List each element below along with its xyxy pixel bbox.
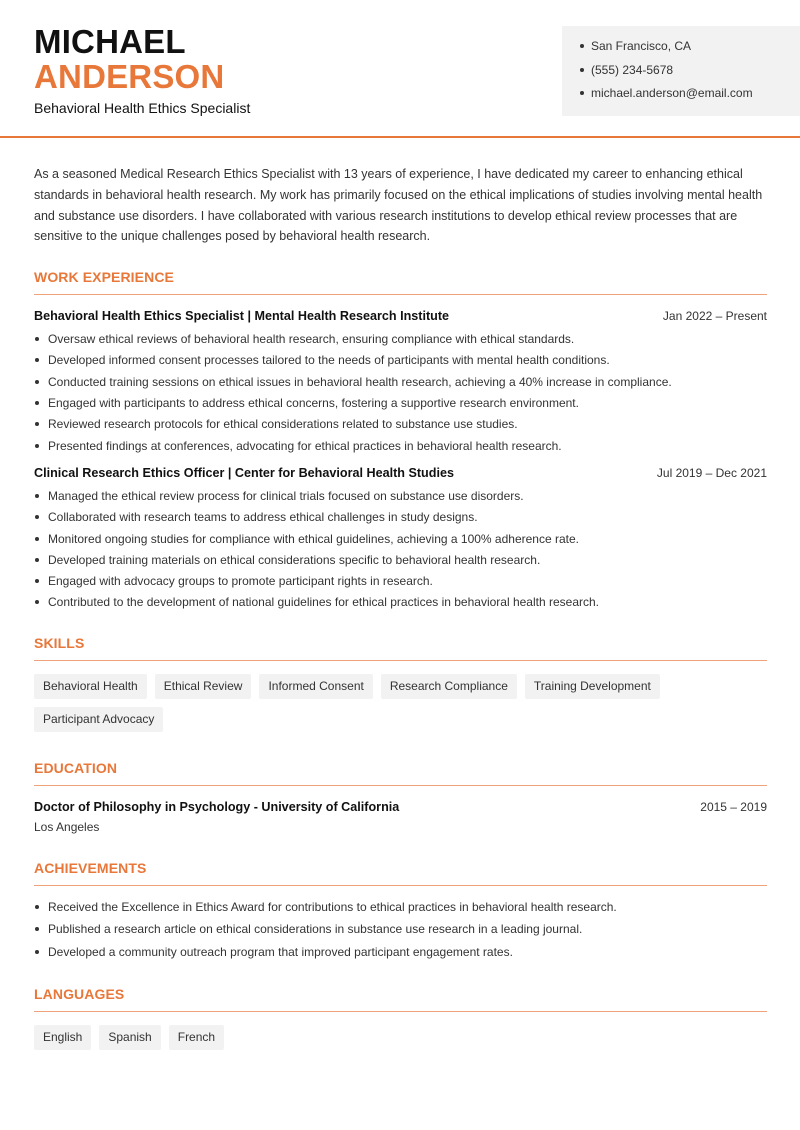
language-tag: Spanish (99, 1025, 160, 1050)
job-bullet: Monitored ongoing studies for compliance with ethical guidelines, achieving a 100% adherence rate. (34, 532, 767, 553)
job-entry-dates: Jul 2019 – Dec 2021 (656, 465, 767, 480)
job-bullet: Developed training materials on ethical considerations specific to behavioral health research. (34, 553, 767, 574)
resume-body (34, 164, 767, 1050)
skill-tag: Informed Consent (259, 674, 372, 699)
achievements-section (34, 860, 767, 968)
job-bullet: Managed the ethical review process for clinical trials focused on substance use disorders. (34, 489, 767, 510)
skill-tag: Participant Advocacy (34, 707, 163, 732)
job-bullet: Contributed to the development of national guidelines for ethical practices in behavioral health research. (34, 595, 767, 616)
bullet-icon (35, 905, 39, 909)
job-bullet: Reviewed research protocols for ethical considerations related to substance use studies. (34, 417, 767, 438)
job-bullet: Developed informed consent processes tailored to the needs of participants with mental health conditions. (34, 353, 767, 374)
bullet-icon (35, 358, 39, 362)
language-tag: French (169, 1025, 224, 1050)
skills-section (34, 635, 767, 732)
job-bullet: Conducted training sessions on ethical issues in behavioral health research, achieving a 40% increase in compliance. (34, 375, 767, 396)
job-bullet: Engaged with participants to address ethical concerns, fostering a supportive research environment. (34, 396, 767, 417)
job-title: Behavioral Health Ethics Specialist (34, 100, 251, 116)
achievement-item: Developed a community outreach program that improved participant engagement rates. (34, 945, 767, 968)
achievement-item: Published a research article on ethical considerations in substance use research in a leading journal. (34, 922, 767, 945)
languages-section (34, 986, 767, 1050)
bullet-icon (35, 337, 39, 341)
job-entry-title: Behavioral Health Ethics Specialist | Mental Health Research Institute (34, 309, 450, 324)
bullet-icon (35, 380, 39, 384)
contact-email[interactable]: michael.anderson@email.com (580, 86, 782, 110)
education-dates: 2015 – 2019 (700, 799, 767, 814)
bullet-icon (580, 68, 584, 72)
bullet-icon (35, 515, 39, 519)
bullet-icon (580, 91, 584, 95)
job-bullet: Engaged with advocacy groups to promote participant rights in research. (34, 574, 767, 595)
contact-phone: (555) 234-5678 (580, 63, 782, 87)
skill-tag: Behavioral Health (34, 674, 147, 699)
job-entry (34, 309, 767, 460)
job-bullet: Collaborated with research teams to address ethical challenges in study designs. (34, 510, 767, 531)
job-entry (34, 466, 767, 617)
summary: As a seasoned Medical Research Ethics Specialist with 13 years of experience, I have dedicated my career to enhancing ethical standards in behavioral health research. My work has primarily focused on the ethical implications of studies involving mental health and substance use disorders. I have collaborated with various research institutions to develop ethical review processes that are sensitive to the unique challenges posed by behavioral health research. (34, 167, 763, 244)
section-title-work: WORK EXPERIENCE (34, 269, 767, 295)
skill-tag: Research Compliance (381, 674, 517, 699)
skills-tags (34, 674, 767, 732)
bullet-icon (35, 401, 39, 405)
bullet-icon (35, 558, 39, 562)
job-bullet: Presented findings at conferences, advocating for ethical practices in behavioral health research. (34, 439, 767, 460)
education-section (34, 760, 767, 834)
full-name (34, 24, 224, 94)
education-location: Los Angeles (34, 819, 100, 834)
job-entry-dates: Jan 2022 – Present (662, 309, 767, 324)
bullet-icon (35, 537, 39, 541)
job-entry-title: Clinical Research Ethics Officer | Center for Behavioral Health Studies (34, 465, 454, 480)
last-name: ANDERSON (34, 58, 225, 95)
section-title-education: EDUCATION (34, 760, 767, 786)
bullet-icon (35, 600, 39, 604)
section-title-skills: SKILLS (34, 635, 767, 661)
bullet-icon (35, 927, 39, 931)
contact-location: San Francisco, CA (580, 39, 782, 63)
section-title-achievements: ACHIEVEMENTS (34, 860, 767, 886)
skill-tag: Ethical Review (155, 674, 252, 699)
work-section (34, 269, 767, 617)
bullet-icon (35, 422, 39, 426)
achievement-item: Received the Excellence in Ethics Award for contributions to ethical practices in behavioral health research. (34, 900, 767, 923)
resume-header (0, 0, 800, 138)
education-degree: Doctor of Philosophy in Psychology - University of California (34, 799, 400, 814)
bullet-icon (35, 950, 39, 954)
section-title-languages: LANGUAGES (34, 986, 767, 1012)
contact-box (562, 26, 800, 116)
job-bullet: Oversaw ethical reviews of behavioral health research, ensuring compliance with ethical standards. (34, 332, 767, 353)
languages-tags (34, 1025, 767, 1050)
skill-tag: Training Development (525, 674, 660, 699)
bullet-icon (35, 494, 39, 498)
bullet-icon (35, 444, 39, 448)
bullet-icon (580, 44, 584, 48)
bullet-icon (35, 579, 39, 583)
language-tag: English (34, 1025, 91, 1050)
first-name: MICHAEL (34, 23, 186, 60)
